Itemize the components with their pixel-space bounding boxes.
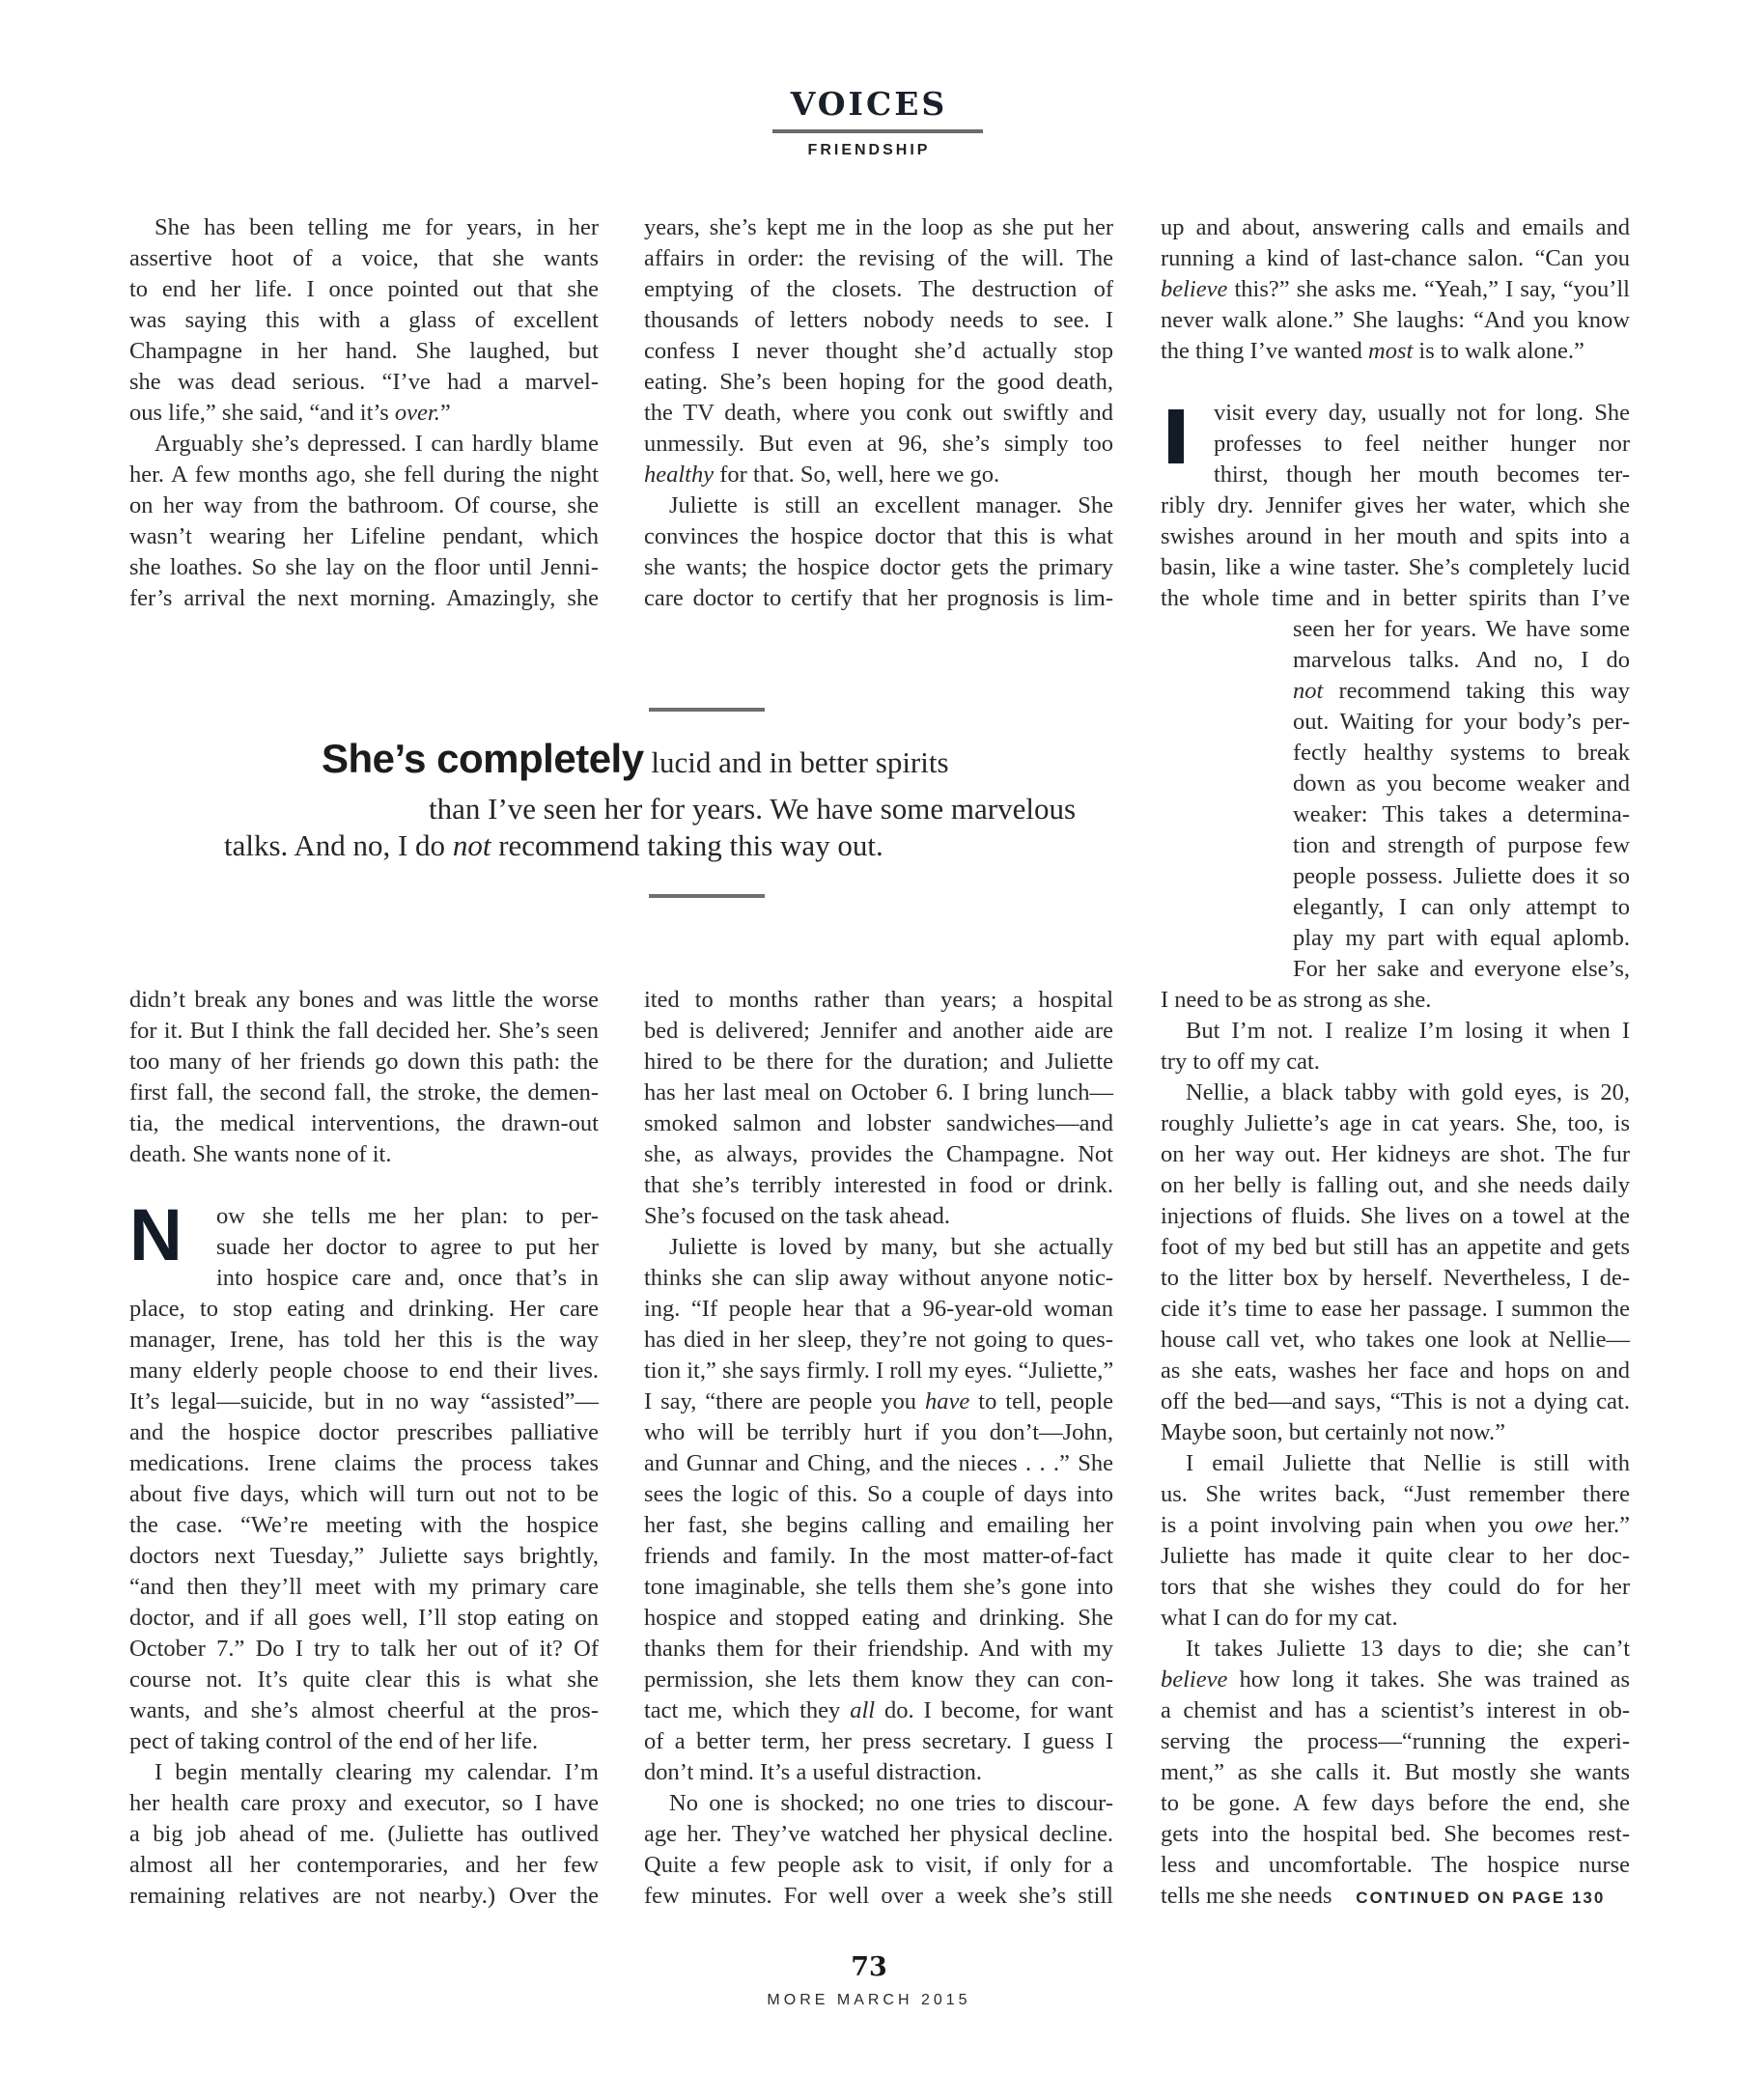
text-line: running a kind of last-chance salon. “Can you — [1161, 245, 1630, 271]
text-line: ribly dry. Jennifer gives her water, which she — [1161, 492, 1630, 518]
pull-quote-line3-pre: talks. And no, I do — [224, 828, 453, 862]
text-line: to the litter box by herself. Nevertheless, I de- — [1161, 1265, 1630, 1291]
emphasis: believe — [1161, 1666, 1228, 1693]
text-line: emptying of the closets. The destruction of — [644, 276, 1113, 302]
text-line: on her belly is falling out, and she needs daily — [1161, 1172, 1630, 1198]
text-line: the TV death, where you conk out swiftly and — [644, 400, 1113, 426]
text-line: Maybe soon, but certainly not now.” — [1161, 1419, 1505, 1445]
text-line: Juliette has made it quite clear to her doc- — [1161, 1543, 1630, 1569]
text-line: I say, “there are people you have to tell, people — [644, 1388, 1113, 1414]
text-line: cide it’s time to ease her passage. I summon the — [1161, 1296, 1630, 1322]
text-line: foot of my bed but still has an appetite and gets — [1161, 1234, 1630, 1260]
text-line: is a point involving pain when you owe her.” — [1161, 1512, 1631, 1538]
text-line: of a better term, her press secretary. I guess I — [644, 1728, 1113, 1754]
text-line: try to off my cat. — [1161, 1049, 1320, 1075]
text-line: up and about, answering calls and emails and — [1161, 214, 1630, 240]
text-line: she was dead serious. “I’ve had a marvel- — [129, 369, 599, 395]
text-line: ment,” as she calls it. But mostly she wants — [1161, 1759, 1630, 1785]
text-line: swishes around in her mouth and spits into a — [1161, 523, 1630, 549]
text-line: seen her for years. We have some — [1293, 616, 1630, 642]
text-line: Quite a few people ask to visit, if only for a — [644, 1852, 1113, 1878]
pull-quote-line1-text: lucid and in better spirits — [651, 745, 949, 779]
text-line: that she’s terribly interested in food or drink. — [644, 1172, 1113, 1198]
text-line: bed is delivered; Jennifer and another aide are — [644, 1018, 1113, 1044]
text-line: and the hospice doctor prescribes palliative — [129, 1419, 599, 1445]
text-line: almost all her contemporaries, and her few — [129, 1852, 599, 1878]
text-line: permission, she lets them know they can con- — [644, 1666, 1113, 1693]
text-line: was saying this with a glass of excellent — [129, 307, 599, 333]
text-line: tact me, which they all do. I become, for want — [644, 1697, 1114, 1723]
text-line: believe this?” she asks me. “Yeah,” I say, “you’ll — [1161, 276, 1630, 302]
text-line: Champagne in her hand. She laughed, but — [129, 338, 599, 364]
text-line: visit every day, usually not for long. She — [1214, 400, 1630, 426]
text-line: off the bed—and says, “This is not a dying cat. — [1161, 1388, 1630, 1414]
text-line: confess I never thought she’d actually stop — [644, 338, 1113, 364]
text-line: roughly Juliette’s age in cat years. She, too, is — [1161, 1110, 1630, 1136]
text-line: us. She writes back, “Just remember there — [1161, 1481, 1630, 1507]
text-line: for it. But I think the fall decided her. She’s seen — [129, 1018, 599, 1044]
emphasis: healthy — [644, 462, 715, 488]
text-line: ow she tells me her plan: to per- — [216, 1203, 599, 1229]
text-line: Juliette is still an excellent manager. She — [669, 492, 1113, 518]
text-line: thinks she can slip away without anyone notic- — [644, 1265, 1113, 1291]
text-line: It takes Juliette 13 days to die; she can’t — [1186, 1636, 1630, 1662]
text-line: she, as always, provides the Champagne. Not — [644, 1141, 1113, 1167]
text-line: doctors next Tuesday,” Juliette says brightly, — [129, 1543, 599, 1569]
text-line: to be gone. A few days before the end, she — [1161, 1790, 1630, 1816]
text-line: house call vet, who takes one look at Nellie— — [1161, 1327, 1630, 1353]
text-line: down as you become weaker and — [1293, 770, 1630, 797]
text-line: people possess. Juliette does it so — [1293, 863, 1630, 889]
text-line: as she eats, washes her face and hops on and — [1161, 1358, 1630, 1384]
pull-quote-line3-post: recommend taking this way out. — [491, 828, 883, 862]
text-line: her health care proxy and executor, so I have — [129, 1790, 599, 1816]
text-line: sees the logic of this. So a couple of days into — [644, 1481, 1113, 1507]
text-line: tors that she wishes they could do for her — [1161, 1574, 1630, 1600]
text-line: the case. “We’re meeting with the hospice — [129, 1512, 599, 1538]
text-line: unmessily. But even at 96, she’s simply too — [644, 431, 1113, 457]
page-number: 73 — [851, 1952, 887, 1982]
text-line: tia, the medical interventions, the drawn-out — [129, 1110, 599, 1136]
text-line: affairs in order: the revising of the will. The — [644, 245, 1113, 271]
text-line: thousands of letters nobody needs to see. I — [644, 307, 1113, 333]
text-line: professes to feel neither hunger nor — [1214, 431, 1630, 457]
text-line: convinces the hospice doctor that this is what — [644, 523, 1113, 549]
text-line: Nellie, a black tabby with gold eyes, is 20, — [1186, 1079, 1630, 1106]
text-line: years, she’s kept me in the loop as she put her — [644, 214, 1113, 240]
text-line: medications. Irene claims the process takes — [129, 1450, 599, 1476]
emphasis: most — [1368, 338, 1414, 364]
text-line: smoked salmon and lobster sandwiches—and — [644, 1110, 1113, 1136]
text-line: I need to be as strong as she. — [1161, 987, 1432, 1013]
text-line: course not. It’s quite clear this is what she — [129, 1666, 599, 1693]
text-line: But I’m not. I realize I’m losing it when I — [1186, 1018, 1630, 1044]
text-line: Juliette is loved by many, but she actually — [669, 1234, 1113, 1260]
emphasis: not — [1293, 678, 1324, 704]
text-line: eating. She’s been hoping for the good death, — [644, 369, 1113, 395]
text-line: friends and family. In the most matter-of-fact — [644, 1543, 1113, 1569]
text-line: wasn’t wearing her Lifeline pendant, which — [129, 523, 599, 549]
text-line: healthy for that. So, well, here we go. — [644, 462, 1000, 488]
text-line: place, to stop eating and drinking. Her care — [129, 1296, 599, 1322]
text-line: basin, like a wine taster. She’s completely lucid — [1161, 554, 1630, 580]
pull-quote-lead: She’s completely — [322, 736, 644, 781]
text-line: didn’t break any bones and was little the worse — [129, 987, 599, 1013]
text-line: few minutes. For well over a week she’s still — [644, 1883, 1113, 1909]
text-line: she loathes. So she lay on the floor until Jenni- — [129, 554, 599, 580]
text-line: fectly healthy systems to break — [1293, 740, 1630, 766]
issue-line: MORE MARCH 2015 — [767, 1992, 971, 2008]
text-line: care doctor to certify that her prognosis is lim- — [644, 585, 1113, 611]
text-line: assertive hoot of a voice, that she wants — [129, 245, 599, 271]
text-line: believe how long it takes. She was trained as — [1161, 1666, 1630, 1693]
section-subtitle: FRIENDSHIP — [807, 142, 931, 158]
text-line: a chemist and has a scientist’s interest in ob- — [1161, 1697, 1630, 1723]
text-line: who will be terribly hurt if you don’t—John, — [644, 1419, 1113, 1445]
header-rule — [772, 129, 983, 133]
text-line: manager, Irene, has told her this is the way — [129, 1327, 599, 1353]
text-line: ing. “If people hear that a 96-year-old woman — [644, 1296, 1113, 1322]
text-line: For her sake and everyone else’s, — [1293, 956, 1630, 982]
text-line: the whole time and in better spirits than I’ve — [1161, 585, 1630, 611]
pull-quote-line-3 — [224, 828, 883, 863]
text-line: her fast, she begins calling and emailing her — [644, 1512, 1113, 1538]
text-line: doctor, and if all goes well, I’ll stop eating on — [129, 1605, 599, 1631]
emphasis: over. — [394, 400, 440, 426]
text-line: Arguably she’s depressed. I can hardly blame — [154, 431, 599, 457]
dropcap-i — [1168, 409, 1184, 463]
text-line: thirst, though her mouth becomes ter- — [1214, 462, 1630, 488]
text-line: less and uncomfortable. The hospice nurse — [1161, 1852, 1630, 1878]
text-line: remaining relatives are not nearby.) Over the — [129, 1883, 599, 1909]
continued-on-page-link[interactable]: CONTINUED ON PAGE 130 — [1349, 1889, 1606, 1907]
text-line: has her last meal on October 6. I bring lunch— — [644, 1079, 1113, 1106]
text-line: serving the process—“running the experi- — [1161, 1728, 1630, 1754]
text-line: “and then they’ll meet with my primary care — [129, 1574, 599, 1600]
dropcap-n: N — [129, 1194, 182, 1276]
pull-quote-line-2: than I’ve seen her for years. We have some marvelous — [429, 792, 1077, 826]
text-line: thanks them for their friendship. And with my — [644, 1636, 1113, 1662]
text-line: about five days, which will turn out not to be — [129, 1481, 599, 1507]
pull-quote-top-rule — [649, 708, 765, 712]
text-line: She’s focused on the task ahead. — [644, 1203, 951, 1229]
text-line: many elderly people choose to end their lives. — [129, 1358, 599, 1384]
text-line: weaker: This takes a determina- — [1293, 801, 1630, 827]
text-line: tells me she needs CONTINUED ON PAGE 130 — [1161, 1883, 1606, 1909]
pull-quote-line3-emphasis: not — [452, 828, 491, 862]
text-line: I begin mentally clearing my calendar. I’m — [154, 1759, 599, 1785]
text-line: not recommend taking this way — [1293, 678, 1630, 704]
section-title: VOICES — [790, 85, 948, 123]
text-line: wants, and she’s almost cheerful at the pros- — [129, 1697, 599, 1723]
text-line: It’s legal—suicide, but in no way “assisted”— — [129, 1388, 599, 1414]
text-line: tion it,” she says firmly. I roll my eyes. “Juliette,” — [644, 1358, 1114, 1384]
text-line: elegantly, I can only attempt to — [1293, 894, 1630, 920]
text-line: age her. They’ve watched her physical decline. — [644, 1821, 1113, 1847]
text-line: suade her doctor to agree to put her — [216, 1234, 599, 1260]
text-line: has died in her sleep, they’re not going to ques- — [644, 1327, 1113, 1353]
text-line: never walk alone.” She laughs: “And you know — [1161, 307, 1630, 333]
text-line: out. Waiting for your body’s per- — [1293, 709, 1630, 735]
text-line: to end her life. I once pointed out that she — [129, 276, 599, 302]
text-line: tone imaginable, she tells them she’s gone into — [644, 1574, 1113, 1600]
text-line: she wants; the hospice doctor gets the primary — [644, 554, 1113, 580]
emphasis: all — [850, 1697, 876, 1723]
emphasis: believe — [1161, 276, 1228, 302]
text-line: her. A few months ago, she fell during the night — [129, 462, 599, 488]
text-line: October 7.” Do I try to talk her out of it? Of — [129, 1636, 599, 1662]
text-line: don’t mind. It’s a useful distraction. — [644, 1759, 982, 1785]
emphasis: have — [925, 1388, 970, 1414]
text-line: tion and strength of purpose few — [1293, 832, 1630, 858]
text-line: a big job ahead of me. (Juliette has outlived — [129, 1821, 599, 1847]
emphasis: owe — [1534, 1512, 1574, 1538]
text-line: the thing I’ve wanted most is to walk alone.” — [1161, 338, 1584, 364]
text-line: too many of her friends go down this path: the — [129, 1049, 599, 1075]
text-line: No one is shocked; no one tries to discour- — [669, 1790, 1113, 1816]
text-line: I email Juliette that Nellie is still with — [1186, 1450, 1630, 1476]
text-line: hired to be there for the duration; and Juliette — [644, 1049, 1113, 1075]
pull-quote-line-1 — [322, 736, 949, 782]
text-line: fer’s arrival the next morning. Amazingly, she — [129, 585, 599, 611]
text-line: death. She wants none of it. — [129, 1141, 392, 1167]
text-line: on her way from the bathroom. Of course, she — [129, 492, 599, 518]
text-line: pect of taking control of the end of her life. — [129, 1728, 539, 1754]
text-line: marvelous talks. And no, I do — [1293, 647, 1630, 673]
text-line: into hospice care and, once that’s in — [216, 1265, 599, 1291]
text-line: ous life,” she said, “and it’s over.” — [129, 400, 451, 426]
text-line: and Gunnar and Ching, and the nieces . . .” She — [644, 1450, 1113, 1476]
text-line: first fall, the second fall, the stroke, the demen- — [129, 1079, 599, 1106]
text-line: play my part with equal aplomb. — [1293, 925, 1630, 951]
text-line: gets into the hospital bed. She becomes rest- — [1161, 1821, 1630, 1847]
text-line: hospice and stopped eating and drinking. She — [644, 1605, 1113, 1631]
text-line: She has been telling me for years, in her — [154, 214, 599, 240]
text-line: injections of fluids. She lives on a towel at the — [1161, 1203, 1630, 1229]
pull-quote-bottom-rule — [649, 894, 765, 898]
text-line: what I can do for my cat. — [1161, 1605, 1398, 1631]
text-line: ited to months rather than years; a hospital — [644, 987, 1113, 1013]
text-line: on her way out. Her kidneys are shot. The fur — [1161, 1141, 1630, 1167]
